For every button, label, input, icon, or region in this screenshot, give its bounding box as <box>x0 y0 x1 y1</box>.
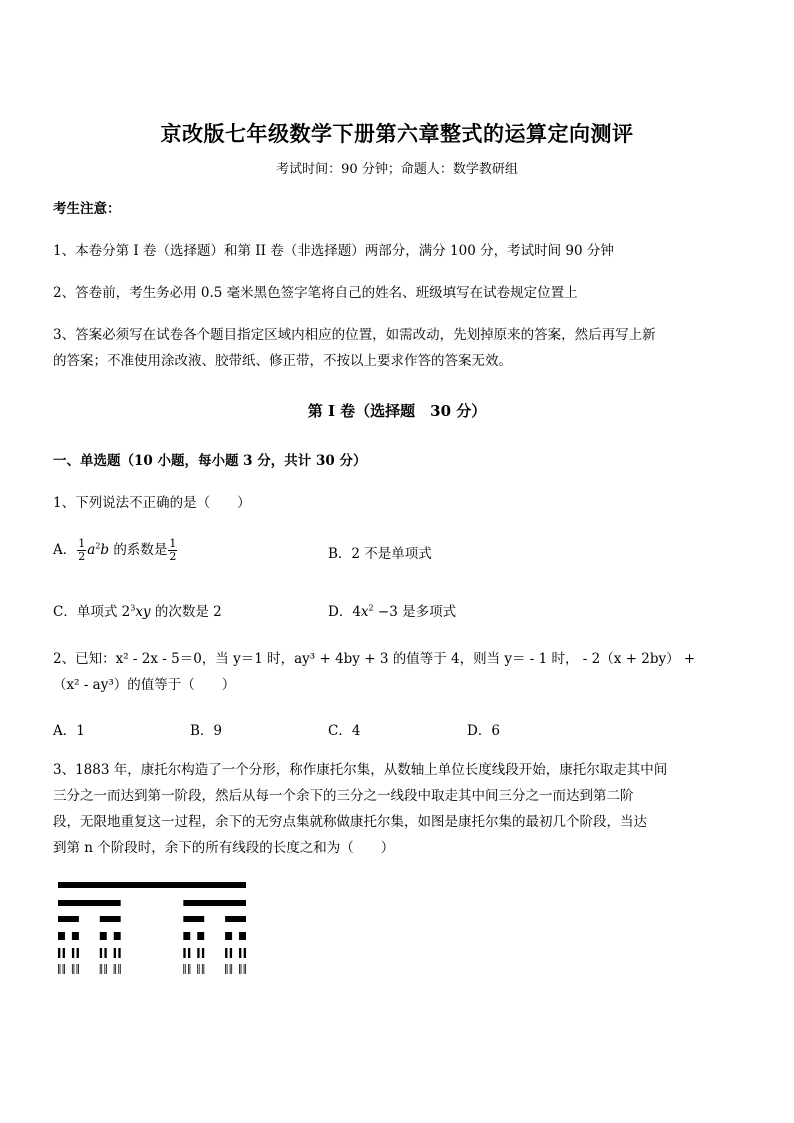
cantor-segment <box>225 964 226 974</box>
cantor-segment <box>185 964 186 974</box>
notice-item-2: 2、答卷前，考生务必用 0.5 毫米黑色签字笔将自己的姓名、班级填写在试卷规定位置上 <box>53 285 578 301</box>
fraction: $\frac{1}{2}$ <box>169 537 177 563</box>
cantor-segment <box>239 932 246 940</box>
cantor-segment <box>225 932 232 940</box>
cantor-segment <box>114 932 121 940</box>
cantor-segment <box>100 932 107 940</box>
cantor-segment <box>114 964 115 974</box>
cantor-segment <box>203 964 204 974</box>
cantor-segment <box>244 948 246 958</box>
question-2-line-1: 2、已知：x² - 2x - 5＝0，当 y＝1 时，ay³ + 4by + 3 的值等于 4，则当 y＝ - 1 时， - 2（x + 2by） + <box>53 651 696 667</box>
cantor-segment <box>225 916 246 922</box>
fraction: $\frac{1}{2}$ <box>78 537 86 563</box>
cantor-segment <box>106 964 107 974</box>
cantor-segment <box>115 964 116 974</box>
cantor-segment <box>120 964 121 974</box>
question-3-line-3: 段，无限地重复这一过程，余下的无穷点集就称做康托尔集，如图是康托尔集的最初几个阶段，当达 <box>53 814 647 830</box>
cantor-segment <box>58 882 246 888</box>
cantor-segment <box>64 964 65 974</box>
cantor-segment <box>202 948 204 958</box>
cantor-segment <box>197 948 199 958</box>
question-3-line-2: 三分之一而达到第一阶段，然后从每一个余下的三分之一线段中取走其中间三分之一而达到第二阶 <box>53 788 634 804</box>
notice-item-3-cont: 的答案；不准使用涂改液、胶带纸、修正带，不按以上要求作答的答案无效。 <box>53 353 512 369</box>
cantor-segment <box>100 964 101 974</box>
page-subtitle: 考试时间：90 分钟；命题人：数学教研组 <box>276 162 518 177</box>
cantor-segment <box>77 948 79 958</box>
cantor-segment <box>190 964 191 974</box>
cantor-segment <box>58 964 59 974</box>
cantor-segment <box>104 948 106 958</box>
question-2-option-a: A．1 <box>53 723 85 739</box>
cantor-segment <box>183 948 185 958</box>
question-1-option-d: D．$4x^2 -3$ 是多项式 <box>328 603 457 620</box>
cantor-segment <box>100 916 121 922</box>
cantor-segment <box>197 964 198 974</box>
cantor-segment <box>202 964 203 974</box>
cantor-segment <box>77 964 78 974</box>
cantor-segment <box>104 964 105 974</box>
question-2-option-c: C．4 <box>328 723 361 739</box>
cantor-segment <box>118 964 119 974</box>
cantor-segment <box>72 948 74 958</box>
cantor-segment <box>60 964 61 974</box>
cantor-segment <box>245 964 246 974</box>
question-3-line-1: 3、1883 年，康托尔构造了一个分形，称作康托尔集，从数轴上单位长度线段开始，康托尔取走其中间 <box>53 762 668 778</box>
notice-item-3: 3、答案必须写在试卷各个题目指定区域内相应的位置，如需改动，先划掉原来的答案，然后再写上新 <box>53 327 656 343</box>
page-title: 京改版七年级数学下册第六章整式的运算定向测评 <box>160 121 634 146</box>
cantor-segment <box>183 900 246 906</box>
cantor-segment <box>244 964 245 974</box>
part-title: 一、单选题（10 小题，每小题 3 分，共计 30 分） <box>53 453 367 469</box>
question-2-option-b: B．9 <box>190 723 223 739</box>
question-1-option-b: B．2 不是单项式 <box>328 546 432 562</box>
cantor-segment <box>230 948 232 958</box>
cantor-segment <box>231 964 232 974</box>
question-1-stem: 1、下列说法不正确的是（ ） <box>53 495 251 511</box>
section-title: 第 I 卷（选择题 30 分） <box>307 402 487 420</box>
question-2-line-2: （x² - ay³）的值等于（ ） <box>53 677 236 693</box>
cantor-segment <box>63 964 64 974</box>
cantor-segment <box>114 948 116 958</box>
cantor-segment <box>58 932 65 940</box>
question-2-option-d: D．6 <box>467 723 500 739</box>
cantor-segment <box>225 948 227 958</box>
cantor-segment <box>227 964 228 974</box>
cantor-segment <box>239 948 241 958</box>
cantor-segment <box>239 964 240 974</box>
cantor-segment <box>183 916 204 922</box>
cantor-segment <box>199 964 200 974</box>
cantor-segment <box>58 900 121 906</box>
notice-item-1: 1、本卷分第 I 卷（选择题）和第 II 卷（非选择题）两部分，满分 100 分，考试时间 90 分钟 <box>53 243 614 259</box>
cantor-segment <box>72 964 73 974</box>
cantor-segment <box>58 948 60 958</box>
cantor-segment <box>197 932 204 940</box>
cantor-segment <box>230 964 231 974</box>
question-3-line-4: 到第 n 个阶段时，余下的所有线段的长度之和为（ ） <box>53 840 395 856</box>
notice-heading: 考生注意： <box>53 201 121 217</box>
cantor-segment <box>188 964 189 974</box>
cantor-segment <box>58 916 79 922</box>
cantor-segment <box>63 948 65 958</box>
cantor-segment <box>241 964 242 974</box>
question-1-option-c: C．单项式 $2^3xy$ 的次数是 2 <box>53 603 222 620</box>
cantor-segment <box>118 948 120 958</box>
cantor-segment <box>100 948 102 958</box>
cantor-segment <box>183 932 190 940</box>
cantor-segment <box>183 964 184 974</box>
cantor-set-figure <box>56 880 256 980</box>
cantor-segment <box>78 964 79 974</box>
cantor-segment <box>72 932 79 940</box>
question-1-option-a: A． $\frac{1}{2}$ $a^2b$ 的系数是 $\frac{1}{2}$ <box>53 537 177 563</box>
cantor-segment <box>188 948 190 958</box>
cantor-segment <box>101 964 102 974</box>
cantor-segment <box>73 964 74 974</box>
